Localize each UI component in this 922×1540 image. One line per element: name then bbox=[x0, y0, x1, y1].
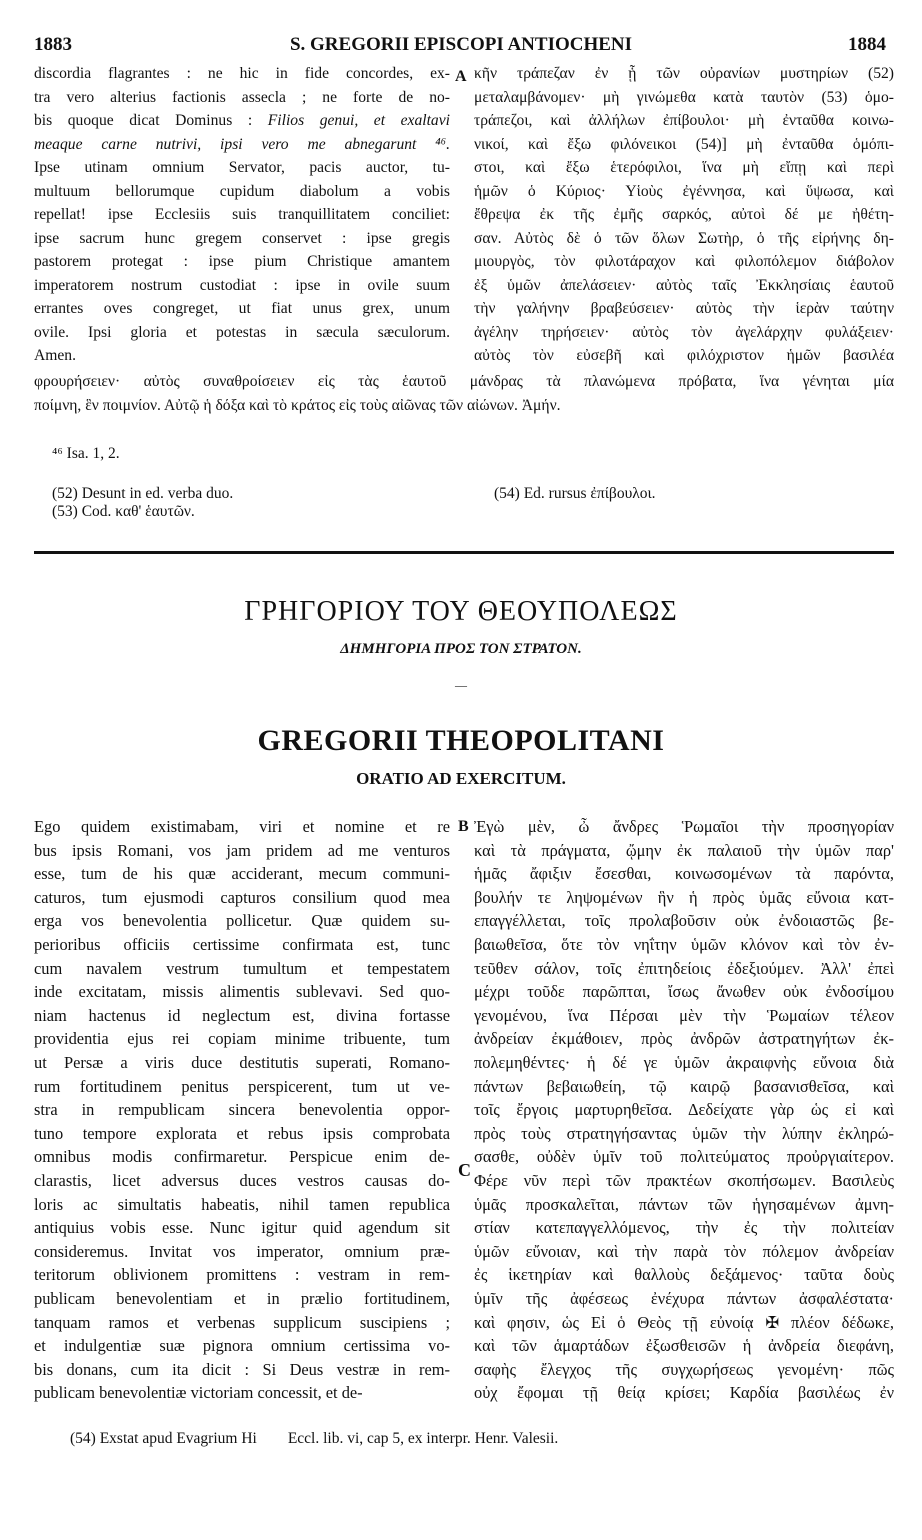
page-number-right: 1884 bbox=[848, 34, 886, 55]
greek-text-line: ἀγέλην τηρήσειεν· αὐτὸς τὸν ἀγελάρχην φυλάξειεν· bbox=[474, 323, 894, 341]
greek-text-line: σαν. Αὐτὸς δὲ ὁ τῶν ὅλων Σωτὴρ, ὁ τῆς εἰρήνης δη- bbox=[474, 229, 894, 247]
latin-text-line: Ipse utinam omnium Servator, pacis auctor, tu- bbox=[34, 159, 450, 176]
latin-text-line: tuno tempore explorata et rebus ipsis comprobata bbox=[34, 1123, 450, 1143]
greek-text-line: τεῦθεν σάλον, τοῖς ἐπιτηδείοις ἐδεξιούμεν. Ἀλλ' ἐπεὶ bbox=[474, 958, 894, 978]
latin-text-line: caturos, tum ejusmodi capturos consilium quod mea bbox=[34, 887, 450, 907]
running-title: S. GREGORII EPISCOPI ANTIOCHENI bbox=[289, 34, 633, 55]
greek-text-line: ἀνδρείαν ἐκμάθοιεν, πρὸς ἀνδρῶν ἀστρατηγήτων ἐκ- bbox=[474, 1029, 894, 1049]
footnote-bottom: (54) Exstat apud Evagrium Hi Eccl. lib. vi, cap 5, ex interpr. Henr. Valesii. bbox=[70, 1430, 559, 1447]
latin-text-line: Ego quidem existimabam, viri et nomine et re bbox=[34, 817, 450, 836]
latin-text-line: perioribus officiis certissime confirmata est, tunc bbox=[34, 935, 450, 954]
greek-text-line: τοῖς ἔργοις μαρτυρηθεῖσα. Δεδείχατε γὰρ ὡς εἰ καὶ bbox=[474, 1100, 894, 1120]
latin-text-line: loris ac simultatis habeatis, nihil tamen republica bbox=[34, 1194, 450, 1214]
latin-text-line: publicam benevolentiam et in prælio fortitudinem, bbox=[34, 1289, 450, 1308]
greek-text-line: καὶ τῶν ἁμαρτάδων ἐξωσθεισῶν ἡ ἀνδρεία διεφάνη, bbox=[474, 1336, 894, 1356]
greek-text-line: βαιωθεῖσα, ὅτε τὸν νηΐτην ὑμῶν κλόνον καὶ τὸν ἐν- bbox=[474, 935, 894, 954]
greek-text-line: ποίμνη, ἓν ποιμνίον. Αὐτῷ ἡ δόξα καὶ τὸ κράτος εἰς τοὺς αἰῶνας τῶν αἰώνων. Ἀμήν. bbox=[34, 396, 561, 414]
latin-text-line: publicam benevolentiæ victoriam concessit, et de- bbox=[34, 1383, 363, 1403]
greek-text-line: μεταλαμβάνομεν· μὴ γινώμεθα κατὰ ταυτὸν (53) ὁμο- bbox=[474, 88, 894, 106]
latin-text-line: et indulgentiæ suæ pignora omnium certissima vo- bbox=[34, 1336, 450, 1356]
greek-text-line: καὶ φησιν, ὡς Εἰ ὁ Θεὸς τῇ εὐνοίᾳ ✠ πλέον δέδωκε, bbox=[474, 1312, 894, 1332]
greek-text-line: πολεμηθέντες· ἡ δέ γε ὑμῶν ἀκραιφνὴς εὔνοια διὰ bbox=[474, 1053, 894, 1072]
title-separator: — bbox=[455, 678, 467, 692]
margin-marker-c: C bbox=[458, 1160, 471, 1180]
greek-title: ΓΡΗΓΟΡΙΟΥ ΤΟΥ ΘΕΟΥΠΟΛΕΩΣ bbox=[244, 596, 678, 627]
latin-text-line: inde excitatam, missis alimentis sublevavi. Sed quo- bbox=[34, 982, 450, 1002]
greek-text-line: βουλήν τε ληψομένων ἣν ἡ πρὸς ὑμᾶς εὔνοια κατ- bbox=[474, 887, 894, 907]
latin-text-line: tra vero alterius factionis assecla ; ne forte de no- bbox=[34, 88, 450, 106]
latin-text-line: consideremus. Invitat vos imperator, omnium præ- bbox=[34, 1241, 450, 1261]
scripture-footnote: ⁴⁶ Isa. 1, 2. bbox=[52, 445, 120, 462]
greek-text-line: ἡμῶν ὁ Κύριος· Υἱοὺς ἐγέννησα, καὶ ὕψωσα, καὶ bbox=[474, 182, 894, 200]
greek-text-line: στίαν κατεπαγγελλόμενος, τὴν ἐς τὴν πολιτείαν bbox=[474, 1218, 894, 1238]
latin-text-line: bus ipsis Romani, vos jam pridem ad me venturos bbox=[34, 840, 450, 860]
margin-marker-a: A bbox=[455, 68, 467, 85]
latin-text-line: omnibus modis confirmaretur. Perspicue enim de- bbox=[34, 1147, 450, 1167]
greek-text-line: ὑμῖν τῆς ἀφέσεως ἐνέχυρα πάντων ἀσφαλέστατα· bbox=[474, 1289, 894, 1308]
latin-text-line: erga vos benevolentia pollicetur. Quæ quidem su- bbox=[34, 911, 450, 931]
greek-text-line: γενομένου, ἵνα Πέρσαι μὲν τὴν Ῥωμαίων τέλεον bbox=[474, 1005, 894, 1025]
latin-text-line: ut Persæ a viris duce destitutis superati, Romano- bbox=[34, 1053, 450, 1072]
section-divider bbox=[34, 551, 894, 554]
greek-text-line: μιουργὸς, τὸν φιλοτάραχον καὶ φιλοπόλεμον διάβολον bbox=[474, 253, 894, 270]
latin-subtitle: ORATIO AD EXERCITUM. bbox=[356, 769, 566, 788]
greek-text-line: επαγγέλλεται, τοῖς προλαβοῦσιν οὐκ ἐνδοιαστῶς βε- bbox=[474, 911, 894, 931]
greek-text-line: ἡμᾶς ἄφιξιν ἔσεσθαι, κοινωσομένων τὰ παρόντα, bbox=[474, 864, 894, 884]
latin-text-line: meaque carne nutrivi, ipsi vero me abnegarunt ⁴⁶. bbox=[34, 135, 450, 153]
latin-text-line: providentia ejus rei copiam minime tribuente, tum bbox=[34, 1029, 450, 1049]
greek-text-line: ἐξ ὑμῶν ἀπελάσειεν· αὐτὸς ταῖς Ἐκκλησίαις ἑαυτοῦ bbox=[474, 276, 894, 294]
greek-text-line: αὐτὸς τὸν εὐσεβῆ καὶ φιλόχριστον ἡμῶν βασιλέα bbox=[474, 347, 894, 364]
latin-text-line: ipse sacrum hunc gregem conservet : ipse gregis bbox=[34, 229, 450, 247]
latin-text-line: antiquius vobis esse. Nunc igitur quid agendum sit bbox=[34, 1218, 450, 1238]
latin-text-line: cum navalem vestrum tumultum et tempestatem bbox=[34, 958, 450, 978]
greek-text-line: ὑμᾶς προσκαλεῖται, πάντων τῶν ἡγησαμένων ἀμνη- bbox=[474, 1194, 894, 1214]
latin-text-line: discordia flagrantes : ne hic in fide concordes, ex- bbox=[34, 65, 450, 82]
greek-text-line: μέχρι τοῦδε παρῶπται, ἴσως ἄνωθεν οὐκ ἐνδοσίμου bbox=[474, 982, 894, 1002]
latin-text-line: errantes oves congreget, ut fiat unus grex, unum bbox=[34, 300, 450, 317]
greek-text-line: ἐς ἱκετηρίαν καὶ θαλλοὺς δεξάμενος· ταῦτα δοὺς bbox=[474, 1265, 894, 1285]
greek-subtitle: ΔΗΜΗΓΟΡΙΑ ΠΡΟΣ ΤΟΝ ΣΤΡΑΤΟΝ. bbox=[340, 641, 582, 657]
greek-text-line: τὴν γαλήνην βραβεύσειεν· αὐτὸς τὴν ἱερὰν ταύτην bbox=[474, 300, 894, 317]
footnote-53: (53) Cod. καθ' ἑαυτῶν. bbox=[52, 503, 195, 520]
latin-text-line: esse, tum de his quæ acciderant, mecum communi- bbox=[34, 864, 450, 884]
margin-marker-b: B bbox=[458, 818, 469, 835]
greek-text-line: ἔθρεψα ἐκ τῆς ἐμῆς σαρκός, αὐτοὶ δέ με ἠθέτη- bbox=[474, 206, 894, 223]
greek-text-line: πάντων βεβαιωθείη, τῷ καιρῷ βασανισθεῖσα, καὶ bbox=[474, 1076, 894, 1096]
latin-text-line: rum fortitudinem penitus perspicerent, tum ut ve- bbox=[34, 1076, 450, 1096]
latin-text-line: Amen. bbox=[34, 347, 77, 364]
greek-text-line: σασθε, οὐδὲν ὑμῖν τοῦ πολιτεύματος προὐργιαίτερον. bbox=[474, 1147, 894, 1167]
latin-text-line: tanquam ramos et verbenas supplicum suscipiens ; bbox=[34, 1312, 450, 1332]
greek-text-line: τράπεζοι, καὶ ἀλλήλων ἐπίβουλοι· μὴ ἐνταῦθα κοινω- bbox=[474, 112, 894, 129]
page-number-left: 1883 bbox=[34, 34, 72, 55]
greek-text-line: στοι, καὶ ἔξω ἑτερόφιλοι, ἵνα μὴ εἴπῃ καὶ περὶ bbox=[474, 159, 894, 176]
latin-text-line: pastorem protegat : ipse pium Christique amantem bbox=[34, 253, 450, 270]
greek-text-line: νικοί, καὶ ἔξω φιλόνεικοι (54)] μὴ ἐνταῦθα ὁμόπι- bbox=[474, 135, 894, 153]
latin-text-line: ovile. Ipsi gloria et potestas in sæcula sæculorum. bbox=[34, 323, 450, 341]
latin-text-line: repellat! ipse Ecclesiis suis tranquillitatem conciliet: bbox=[34, 206, 450, 223]
latin-text-line: clarastis, licet adversus duces vestros causas do- bbox=[34, 1171, 450, 1190]
greek-text-line: πρὸς τοὺς στρατηγήσαντας ὑμῶν τὴν λύπην ἐκληρώ- bbox=[474, 1123, 894, 1143]
greek-text-line: σαφὴς ἔλεγχος τῆς συγχωρήσεως γενομένη· πῶς bbox=[474, 1359, 894, 1379]
latin-text-line: niam hactenus id neglectum est, divina fortasse bbox=[34, 1005, 450, 1025]
greek-text-line: φρουρήσειεν· αὐτὸς συναθροίσειεν εἰς τὰς ἑαυτοῦ μάνδρας τὰ πλανώμενα πρόβατα, ἵνα γένηται μία bbox=[34, 373, 894, 390]
greek-text-line: ὑμῶν εὔνοιαν, καὶ τὴν παρὰ τὸν πόλεμον ἀνδρείαν bbox=[474, 1241, 894, 1261]
latin-title: GREGORII THEOPOLITANI bbox=[257, 724, 665, 757]
greek-text-line: οὐχ ἔφομαι τῇ θείᾳ κρίσει; Καρδία βασιλέως ἐν bbox=[474, 1383, 894, 1403]
latin-text-line: multuum bellorumque cupidum diabolum a vobis bbox=[34, 182, 450, 200]
greek-text-line: Ἐγὼ μὲν, ὦ ἄνδρες Ῥωμαῖοι τὴν προσηγορίαν bbox=[474, 817, 894, 836]
latin-text-line: imperatorem nostrum custodiat : ipse in ovile suum bbox=[34, 276, 450, 294]
footnote-54: (54) Ed. rursus ἐπίβουλοι. bbox=[494, 485, 656, 502]
greek-text-line: κῆν τράπεζαν ἐν ᾗ τῶν οὐρανίων μυστηρίων (52) bbox=[474, 65, 894, 82]
greek-text-line: καὶ τὰ πράγματα, ᾤμην ἐκ παλαιοῦ τὴν ὑμῶν παρ' bbox=[474, 840, 894, 860]
latin-text-line: bis donans, cum ita dicit : Si Deus vestræ in rem- bbox=[34, 1359, 450, 1379]
latin-text-line: teritorum oblivionem promittens : vestram in rem- bbox=[34, 1265, 450, 1285]
latin-text-line: bis quoque dicat Dominus : Filios genui, et exaltavi bbox=[34, 112, 450, 129]
latin-text-line: stra in rempublicam sincera benevolentia oppor- bbox=[34, 1100, 450, 1120]
footnote-52: (52) Desunt in ed. verba duo. bbox=[52, 485, 234, 502]
greek-text-line: Φέρε νῦν περὶ τῶν πρακτέων σκοπήσωμεν. Βασιλεὺς bbox=[474, 1171, 894, 1190]
